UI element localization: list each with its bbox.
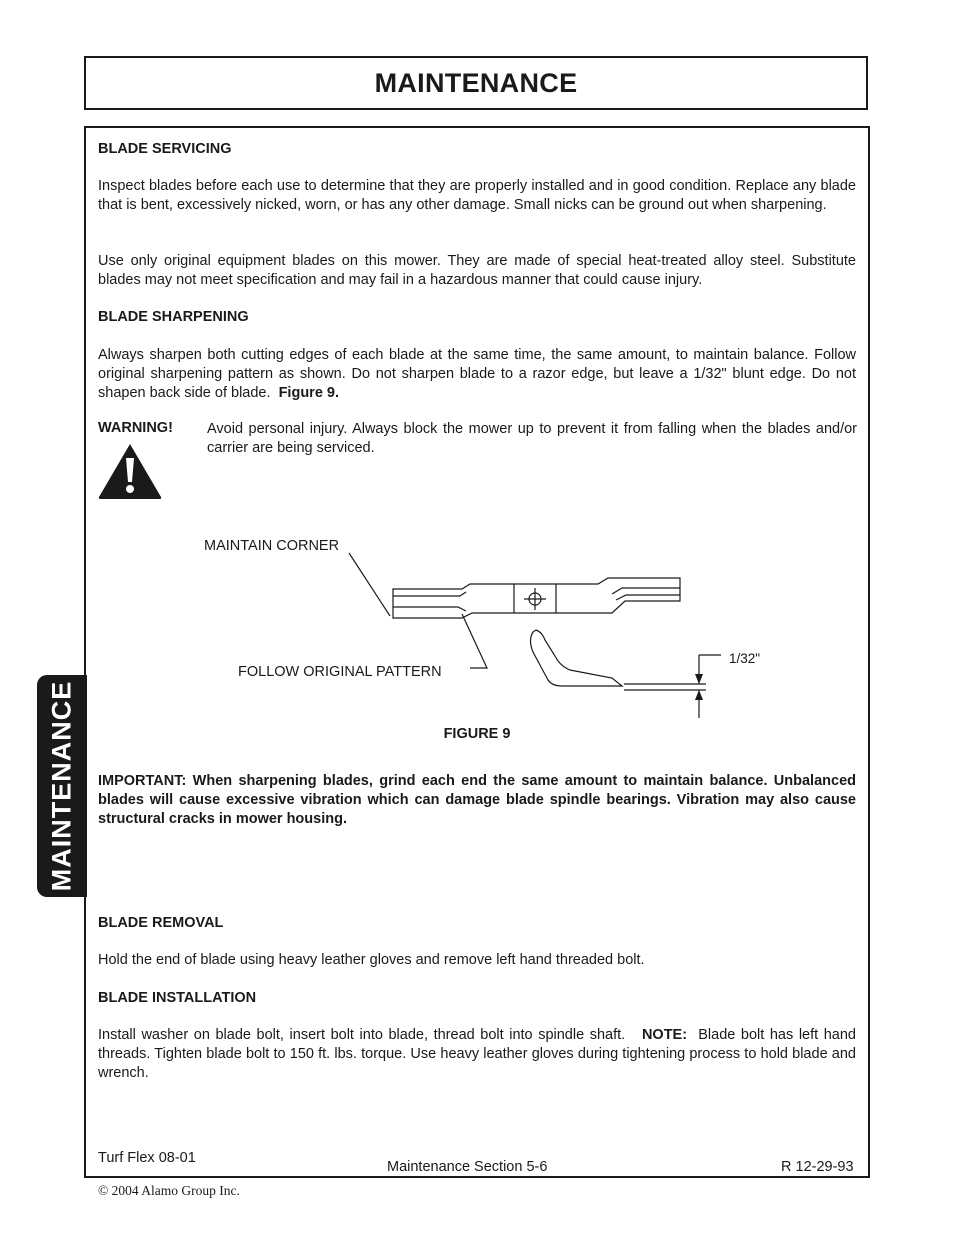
- installation-heading: BLADE INSTALLATION: [98, 990, 257, 1006]
- label-maintain-corner: MAINTAIN CORNER: [204, 538, 340, 554]
- warning-label: WARNING!: [98, 420, 173, 436]
- label-follow-pattern: FOLLOW ORIGINAL PATTERN: [238, 664, 442, 680]
- right-edge-line-1: [612, 588, 680, 594]
- blade-outline: [393, 578, 680, 618]
- figure-caption: FIGURE 9: [443, 726, 511, 742]
- edge-dimension-lines: [624, 684, 706, 690]
- figure-reference: Figure 9.: [278, 385, 340, 401]
- installation-text-b: Blade bolt has left hand threads. Tighten blade bolt to 150 ft. lbs. torque. Use heavy leather gloves during tightening process to hold blade and wrench.: [98, 1027, 857, 1081]
- servicing-heading: BLADE SERVICING: [98, 141, 232, 157]
- footer-center: Maintenance Section 5-6: [387, 1159, 548, 1175]
- footer-right: R 12-29-93: [781, 1159, 854, 1175]
- warning-text: Avoid personal injury. Always block the mower up to prevent it from falling when the blades and/or carrier are being serviced.: [207, 421, 857, 456]
- removal-heading: BLADE REMOVAL: [98, 915, 224, 931]
- page-title: MAINTENANCE: [374, 68, 578, 98]
- installation-paragraph: [98, 1026, 856, 1083]
- installation-note-label: NOTE:: [641, 1027, 688, 1043]
- servicing-paragraph-2: Use only original equipment blades on this mower. They are made of special heat-treated alloy steel. Substitute blades may not meet specification and may fail in a hazardous manner that could cause injury.: [98, 253, 856, 288]
- important-note: IMPORTANT: When sharpening blades, grind each end the same amount to maintain balance. Unbalanced blades will cause excessive vibration which can damage blade spindle bearings. Vibration may also cause structural cracks in mower housing.: [98, 773, 856, 827]
- sharpening-heading: BLADE SHARPENING: [98, 309, 249, 325]
- installation-text-a: Install washer on blade bolt, insert bolt into blade, thread bolt into spindle shaft.: [98, 1027, 626, 1043]
- label-blunt-edge: 1/32": [729, 651, 761, 666]
- right-edge-line-2: [616, 595, 680, 600]
- pattern-leader-line: [462, 614, 487, 668]
- copyright: © 2004 Alamo Group Inc.: [98, 1183, 240, 1198]
- removal-paragraph: Hold the end of blade using heavy leather gloves and remove left hand threaded bolt.: [98, 952, 645, 968]
- left-edge-line-2: [393, 607, 466, 611]
- sharpening-paragraph-text: Always sharpen both cutting edges of each blade at the same time, the same amount, to maintain balance. Follow original sharpening pattern as shown. Do not sharpen blade to a razor edge, but leave a 1/32" blunt edge. Do not shapen back side of blade.: [98, 347, 856, 401]
- servicing-paragraph-1: Inspect blades before each use to determine that they are properly installed and in good condition. Replace any blade that is bent, excessively nicked, worn, or has any other damage. Small nicks can be ground out when sharpening.: [98, 178, 856, 213]
- corner-leader-line: [349, 553, 390, 616]
- blade-cross-section: [531, 630, 623, 686]
- left-edge-line-1: [393, 592, 466, 596]
- side-tab-label: MAINTENANCE: [46, 680, 77, 892]
- footer-left: Turf Flex 08-01: [98, 1150, 196, 1166]
